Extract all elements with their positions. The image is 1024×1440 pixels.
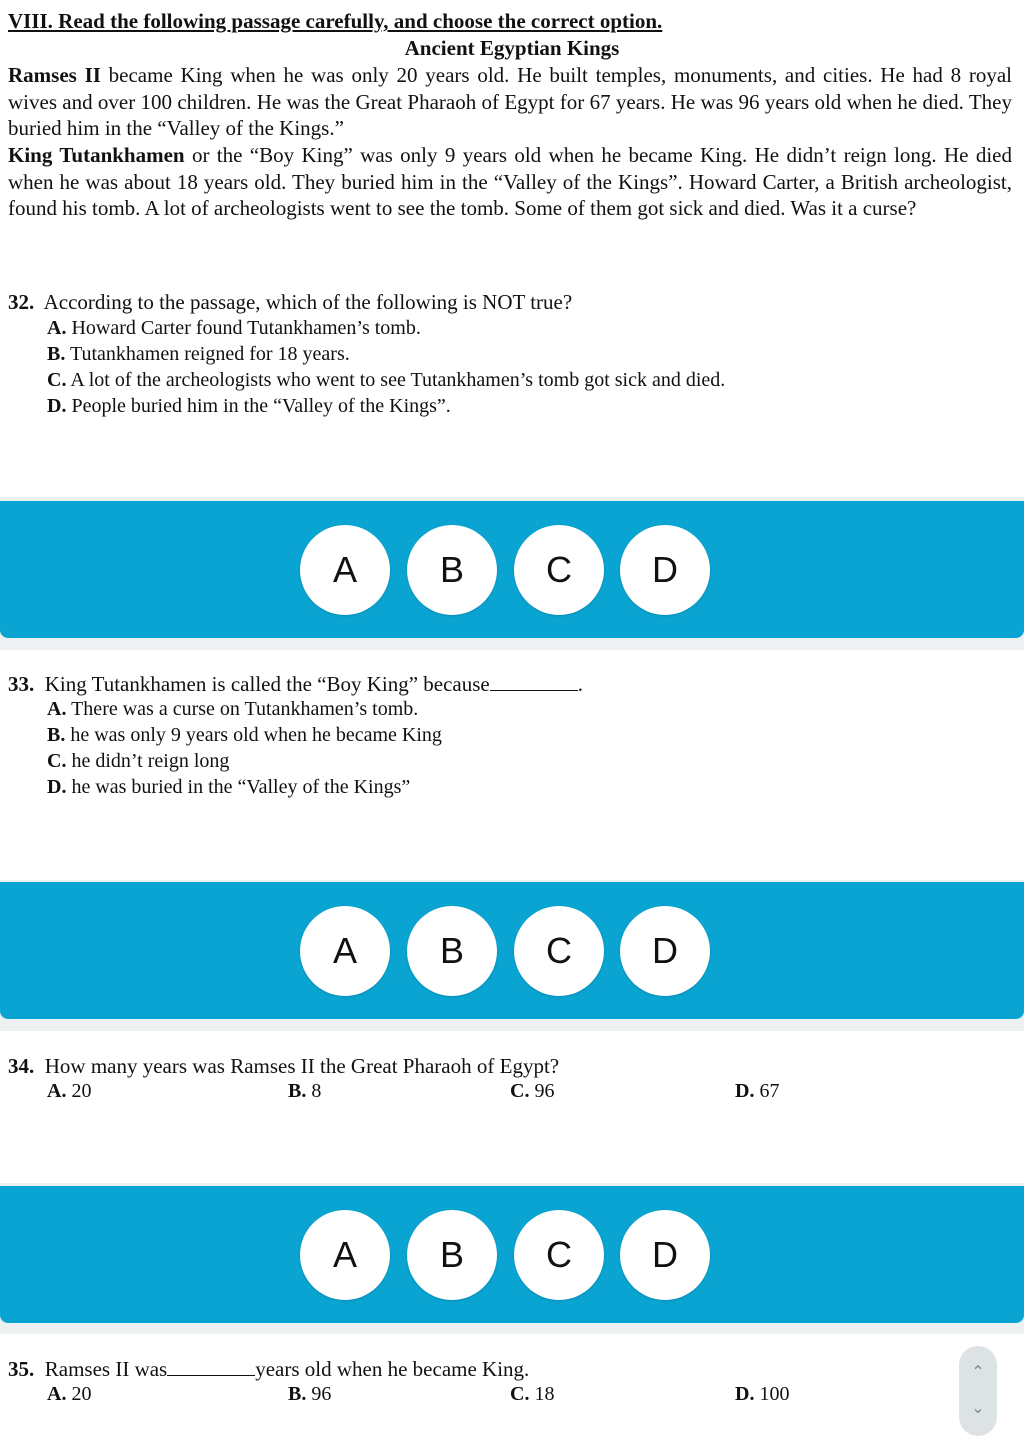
answer-33-b-button[interactable]: B <box>407 906 497 996</box>
answer-34-a-button[interactable]: A <box>300 1210 390 1300</box>
question-text: According to the passage, which of the following is NOT true? <box>43 290 573 314</box>
paragraph-tutankhamen-text: or the “Boy King” was only 9 years old when he became King. He didn’t reign long. He died when he was about 18 years old. They buried him in the “Valley of the Kings”. Howard Carter, a British archeologist, found his tomb. A lot of archeologists went to see the tomb. Some of them got sick and died. Was it a curse? <box>8 143 1012 220</box>
paragraph-ramses-text: became King when he was only 20 years old. He built temples, monuments, and cities. He had 8 royal wives and over 100 children. He was the Great Pharaoh of Egypt for 67 years. He was 96 years old when he died. They buried him in the “Valley of the Kings.” <box>8 63 1012 140</box>
question-number: 34. <box>8 1054 35 1078</box>
passage-title: Ancient Egyptian Kings <box>404 36 620 60</box>
answer-32-d-button[interactable]: D <box>620 525 710 615</box>
question-35-card <box>0 1334 1024 1440</box>
chevron-down-icon[interactable]: ⌄ <box>971 1398 985 1417</box>
question-35: 35. Ramses II was years old when he became King. <box>8 1357 530 1381</box>
answer-34-b-button[interactable]: B <box>407 1210 497 1300</box>
option-32-c: C. A lot of the archeologists who went to see Tutankhamen’s tomb got sick and died. <box>47 369 726 391</box>
question-33-card <box>0 650 1024 880</box>
answer-33-c-button[interactable]: C <box>514 906 604 996</box>
answer-33-a-button[interactable]: A <box>300 906 390 996</box>
option-32-a: A. Howard Carter found Tutankhamen’s tomb. <box>47 317 421 339</box>
question-34-card <box>0 1031 1024 1183</box>
answer-33-d-button[interactable]: D <box>620 906 710 996</box>
passage-card <box>0 0 1024 497</box>
option-35-c: C. 18 <box>510 1383 555 1405</box>
scroll-control[interactable] <box>959 1346 997 1436</box>
answer-blank <box>167 1357 255 1376</box>
question-33: 33. King Tutankhamen is called the “Boy King” because . <box>8 672 583 696</box>
option-33-b: B. he was only 9 years old when he became King <box>47 724 442 746</box>
answer-blank <box>490 672 578 691</box>
answer-bar-33 <box>0 882 1024 1019</box>
option-35-b: B. 96 <box>288 1383 332 1405</box>
option-33-a: A. There was a curse on Tutankhamen’s tomb. <box>47 698 419 720</box>
option-33-c: C. he didn’t reign long <box>47 750 230 772</box>
question-34: 34. How many years was Ramses II the Great Pharaoh of Egypt? <box>8 1054 560 1078</box>
chevron-up-icon[interactable]: ⌃ <box>971 1362 985 1381</box>
answer-bar-32 <box>0 501 1024 638</box>
paragraph-tutankhamen-bold: King Tutankhamen <box>8 143 185 167</box>
option-33-d: D. he was buried in the “Valley of the Kings” <box>47 776 411 798</box>
option-34-d: D. 67 <box>735 1080 780 1102</box>
answer-34-c-button[interactable]: C <box>514 1210 604 1300</box>
question-number: 32. <box>8 290 35 314</box>
question-number: 33. <box>8 672 35 696</box>
question-32 <box>8 290 572 315</box>
option-32-d: D. People buried him in the “Valley of the Kings”. <box>47 395 451 417</box>
answer-32-b-button[interactable]: B <box>407 525 497 615</box>
section-heading: VIII. Read the following passage carefully, and choose the correct option. <box>8 9 663 33</box>
option-35-d: D. 100 <box>735 1383 790 1405</box>
option-34-b: B. 8 <box>288 1080 322 1102</box>
answer-bar-34 <box>0 1186 1024 1323</box>
question-number: 35. <box>8 1357 35 1381</box>
answer-32-a-button[interactable]: A <box>300 525 390 615</box>
paragraph-ramses <box>8 62 1012 142</box>
answer-34-d-button[interactable]: D <box>620 1210 710 1300</box>
option-34-a: A. 20 <box>47 1080 92 1102</box>
option-32-b: B. Tutankhamen reigned for 18 years. <box>47 343 350 365</box>
paragraph-ramses-bold: Ramses II <box>8 63 101 87</box>
option-34-c: C. 96 <box>510 1080 555 1102</box>
option-35-a: A. 20 <box>47 1383 92 1405</box>
paragraph-tutankhamen <box>8 142 1012 222</box>
answer-32-c-button[interactable]: C <box>514 525 604 615</box>
